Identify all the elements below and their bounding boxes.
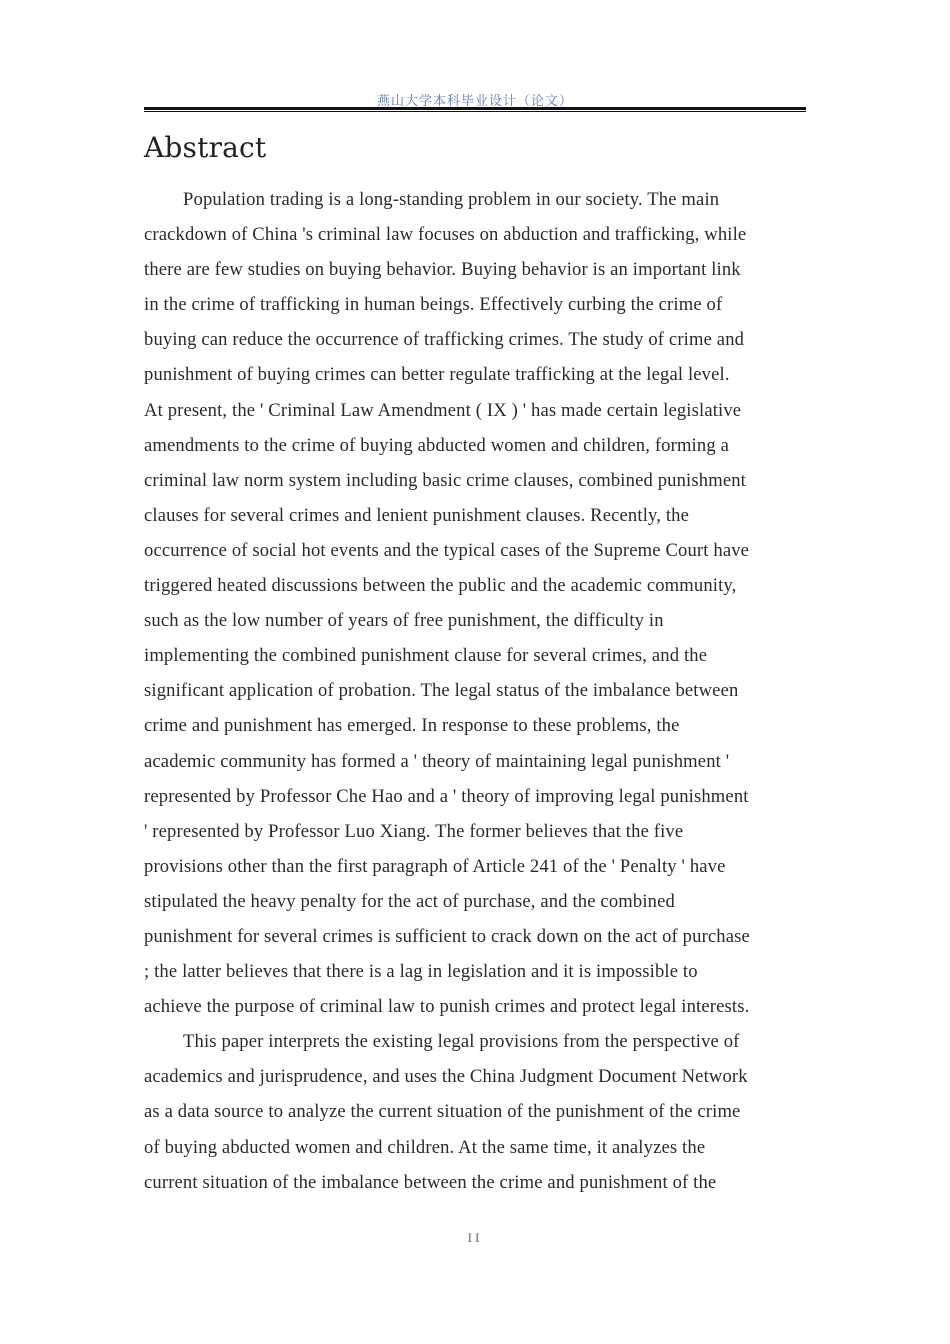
paragraph-1-line: provisions other than the first paragraph of Article 241 of the ' Penalty ' have	[144, 855, 726, 877]
paragraph-1-line: buying can reduce the occurrence of trafficking crimes. The study of crime and	[144, 329, 745, 351]
paragraph-1-line: punishment for several crimes is sufficient to crack down on the act of purchase	[144, 925, 750, 947]
paragraph-1-line: triggered heated discussions between the public and the academic community,	[144, 575, 737, 597]
section-heading: Abstract	[144, 131, 267, 164]
paragraph-1-line: amendments to the crime of buying abducted women and children, forming a	[144, 434, 729, 456]
abstract-body	[144, 182, 806, 1200]
paragraph-1-line: stipulated the heavy penalty for the act of purchase, and the combined	[144, 890, 675, 912]
paragraph-2-line: academics and jurisprudence, and uses the China Judgment Document Network	[144, 1066, 748, 1088]
page-number: II	[467, 1230, 483, 1245]
paragraph-1-line: criminal law norm system including basic crime clauses, combined punishment	[144, 469, 746, 491]
running-header: 燕山大学本科毕业设计（论文）	[376, 94, 573, 109]
paragraph-1-line: significant application of probation. The legal status of the imbalance between	[144, 680, 739, 702]
paragraph-1-line: there are few studies on buying behavior. Buying behavior is an important link	[144, 259, 741, 281]
paragraph-2-line: This paper interprets the existing legal provisions from the perspective of	[183, 1031, 740, 1053]
paragraph-2-line: as a data source to analyze the current situation of the punishment of the crime	[144, 1101, 741, 1123]
paragraph-1-line: academic community has formed a ' theory of maintaining legal punishment '	[144, 750, 730, 772]
paragraph-1-line: ' represented by Professor Luo Xiang. The former believes that the five	[144, 820, 684, 842]
paragraph-1-line: crime and punishment has emerged. In response to these problems, the	[144, 715, 680, 737]
paragraph-2-line: current situation of the imbalance between the crime and punishment of the	[144, 1171, 717, 1193]
paragraph-1-line: clauses for several crimes and lenient punishment clauses. Recently, the	[144, 504, 690, 526]
abstract-paragraph-1	[144, 182, 806, 1024]
paragraph-1-line: crackdown of China 's criminal law focuses on abduction and trafficking, while	[144, 224, 747, 246]
paragraph-1-line: Population trading is a long-standing problem in our society. The main	[183, 189, 720, 210]
abstract-paragraph-2	[144, 1024, 806, 1199]
paragraph-1-line: in the crime of trafficking in human beings. Effectively curbing the crime of	[144, 294, 723, 316]
paragraph-1-line: ; the latter believes that there is a lag in legislation and it is impossible to	[144, 961, 698, 983]
paragraph-1-line: such as the low number of years of free punishment, the difficulty in	[144, 610, 664, 632]
paragraph-1-line: At present, the ' Criminal Law Amendment ( IX ) ' has made certain legislative	[144, 399, 742, 421]
paragraph-1-line: achieve the purpose of criminal law to punish crimes and protect legal interests.	[144, 996, 750, 1018]
header-rule	[144, 107, 806, 112]
paragraph-1-line: occurrence of social hot events and the typical cases of the Supreme Court have	[144, 539, 750, 561]
paragraph-1-line: represented by Professor Che Hao and a ' theory of improving legal punishment	[144, 785, 749, 807]
paragraph-1-line: punishment of buying crimes can better regulate trafficking at the legal level.	[144, 364, 730, 386]
paragraph-2-line: of buying abducted women and children. At the same time, it analyzes the	[144, 1136, 706, 1158]
paragraph-1-line: implementing the combined punishment clause for several crimes, and the	[144, 645, 708, 667]
